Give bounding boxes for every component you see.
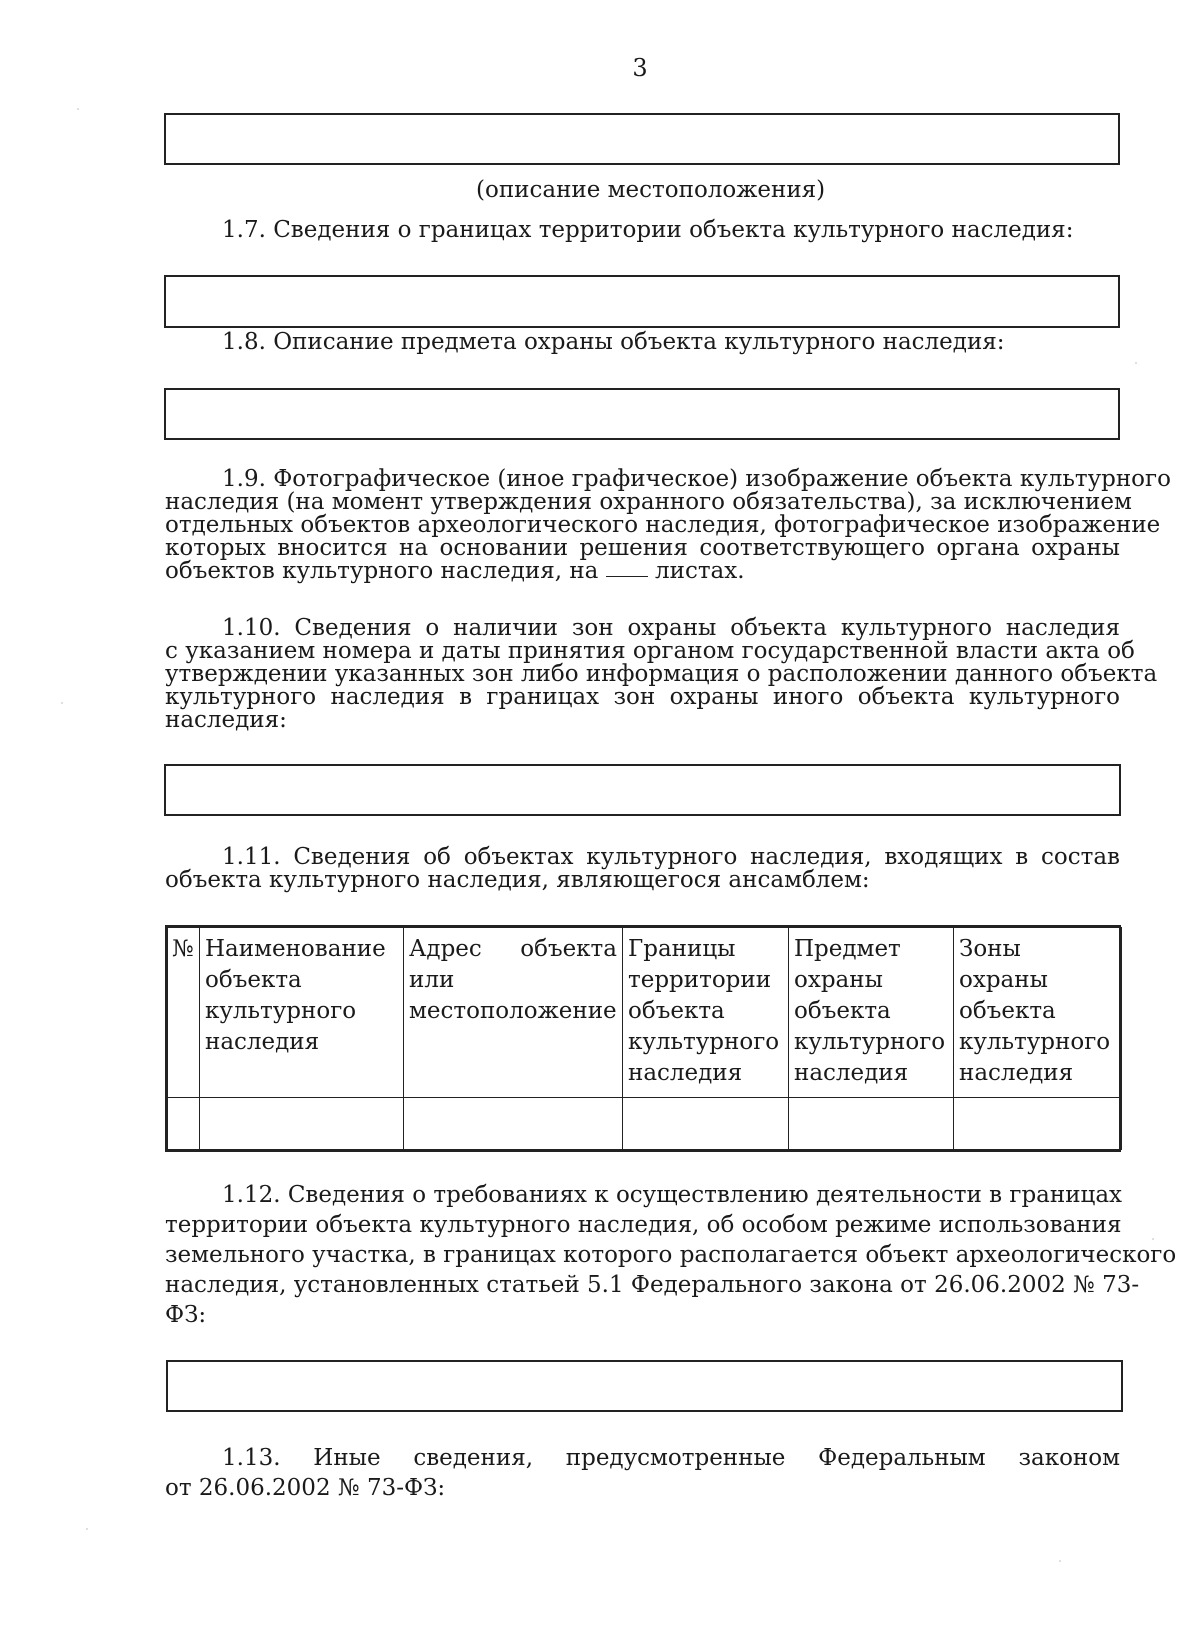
table-header-boundaries: Границы территории объекта культурного наследия [623, 928, 789, 1098]
table-row [168, 1098, 1122, 1150]
table-cell-name[interactable] [200, 1098, 404, 1150]
section-1-10-line: с указанием номера и даты принятия органом государственной власти акта об [165, 638, 1135, 664]
section-1-11-paragraph [165, 846, 1120, 896]
table-header-protection-zones: Зоны охраны объекта культурного наследия [954, 928, 1122, 1098]
scan-speck [1152, 1238, 1154, 1240]
section-1-9-line: наследия (на момент утверждения охранного обязательства), за исключением [165, 489, 1132, 515]
scan-speck [1135, 362, 1137, 364]
page-number: 3 [632, 54, 648, 82]
section-1-7-heading: 1.7. Сведения о границах территории объекта культурного наследия: [222, 217, 1074, 243]
section-1-10-line: 1.10. Сведения о наличии зон охраны объекта культурного наследия [222, 615, 1120, 641]
location-field-box[interactable] [164, 113, 1120, 165]
section-1-10-line: утверждении указанных зон либо информация о расположении данного объекта [165, 661, 1158, 687]
section-1-12-line: наследия, установленных статьей 5.1 Федерального закона от 26.06.2002 № 73- [165, 1272, 1140, 1298]
section-1-12-line: территории объекта культурного наследия, об особом режиме использования [165, 1212, 1122, 1238]
section-1-9-text-before-blank: объектов культурного наследия, на [165, 558, 599, 584]
sheet-count-blank[interactable] [606, 576, 648, 577]
scan-speck [1059, 1560, 1061, 1562]
scan-speck [61, 702, 63, 704]
table-header-number: № [168, 928, 200, 1098]
section-1-12-line: земельного участка, в границах которого располагается объект археологического [165, 1242, 1177, 1268]
activity-requirements-field-box[interactable] [166, 1360, 1123, 1412]
territory-boundaries-field-box[interactable] [164, 275, 1120, 328]
table-cell-protection-subject[interactable] [789, 1098, 954, 1150]
protection-subject-field-box[interactable] [164, 388, 1120, 440]
section-1-8-heading: 1.8. Описание предмета охраны объекта культурного наследия: [222, 329, 1005, 355]
table-cell-address[interactable] [404, 1098, 623, 1150]
section-1-10-line: наследия: [165, 707, 287, 733]
section-1-9-last-line [165, 560, 1120, 583]
section-1-12-paragraph [165, 1180, 1177, 1330]
table-cell-number[interactable] [168, 1098, 200, 1150]
section-1-13-line: 1.13. Иные сведения, предусмотренные Федеральным законом [222, 1445, 1120, 1471]
section-1-12-line: ФЗ: [165, 1302, 207, 1328]
scan-speck [86, 1528, 88, 1530]
section-1-9-paragraph [165, 466, 1171, 588]
ensemble-table [167, 927, 1122, 1150]
table-header-address: Адрес объекта или местоположение [404, 928, 623, 1098]
section-1-9-line: отдельных объектов археологического наследия, фотографическое изображение [165, 512, 1161, 538]
section-1-10-paragraph [165, 615, 1158, 737]
location-caption: (описание местоположения) [476, 177, 826, 203]
scan-speck [77, 108, 79, 110]
section-1-11-line: 1.11. Сведения об объектах культурного наследия, входящих в состав [222, 844, 1120, 870]
section-1-12-line: 1.12. Сведения о требованиях к осуществлению деятельности в границах [222, 1182, 1123, 1208]
table-header-name: Наименование объекта культурного наследия [200, 928, 404, 1098]
section-1-11-line: объекта культурного наследия, являющегося ансамблем: [165, 867, 870, 893]
section-1-13-line: от 26.06.2002 № 73-ФЗ: [165, 1475, 446, 1501]
table-header-row [168, 928, 1122, 1098]
table-header-protection-subject: Предмет охраны объекта культурного наследия [789, 928, 954, 1098]
section-1-10-line: культурного наследия в границах зон охраны иного объекта культурного [165, 684, 1120, 710]
table-cell-boundaries[interactable] [623, 1098, 789, 1150]
section-1-9-text-after-blank: листах. [655, 558, 745, 584]
section-1-13-paragraph [165, 1443, 1120, 1503]
section-1-9-line: 1.9. Фотографическое (иное графическое) изображение объекта культурного [222, 466, 1171, 492]
protection-zones-field-box[interactable] [164, 764, 1121, 816]
table-cell-protection-zones[interactable] [954, 1098, 1122, 1150]
ensemble-objects-table [165, 925, 1121, 1152]
section-1-9-line: которых вносится на основании решения соответствующего органа охраны [165, 535, 1120, 561]
